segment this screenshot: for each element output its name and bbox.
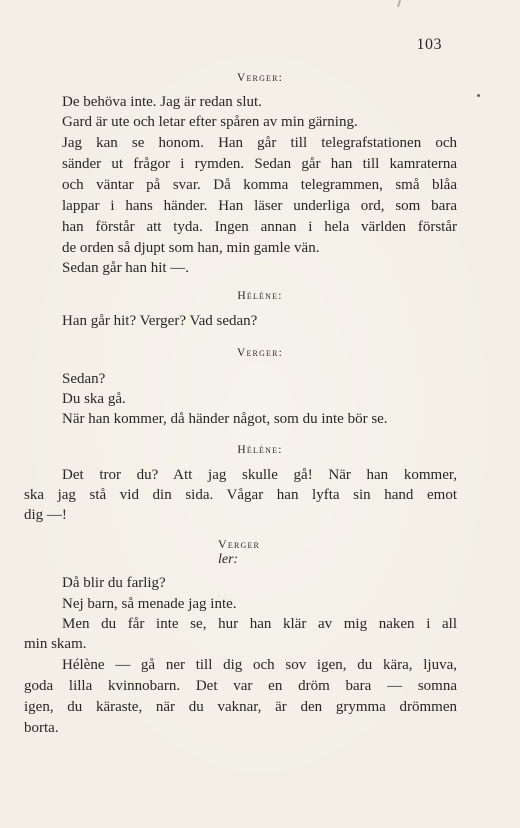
text-line: de orden så djupt som han, min gamle vän. [62,240,320,256]
speck [477,94,480,97]
speaker-name: Verger [218,537,261,551]
text-line: han förstår att tyda. Ingen annan i hela världen förstår [62,219,457,235]
ink-mark [397,0,401,7]
text-line: borta. [24,720,59,736]
text-line: igen, du käraste, när du vaknar, är den grymma drömmen [24,699,457,715]
text-line: lappar i hans händer. Han läser underliga ord, som bara [62,198,457,214]
text-line: När han kommer, då händer något, som du inte bör se. [62,411,388,427]
text-line: Du ska gå. [62,391,126,407]
speaker-name: Hélène: [237,444,283,456]
page-number: 103 [416,36,442,53]
text-line: Sedan går han hit —. [62,260,190,276]
stage-direction: ler: [218,552,239,567]
text-line: och väntar på svar. Då komma telegrammen, små blåa [62,177,457,193]
text-line: Hélène — gå ner till dig och sov igen, du kära, ljuva, [62,657,457,673]
text-line: dig —! [24,507,67,523]
text-line: Men du får inte se, hur han klär av mig naken i all [62,616,457,632]
speaker-name: Verger: [236,72,284,84]
text-line: Han går hit? Verger? Vad sedan? [62,313,258,329]
speaker-name: Hélène: [237,290,283,302]
text-line: Gard är ute och letar efter spåren av min gärning. [62,114,358,130]
text-line: De behöva inte. Jag är redan slut. [62,94,262,110]
text-line: Sedan? [62,371,106,387]
text-line: ska jag stå vid din sida. Vågar han lyfta sin hand emot [24,487,457,503]
text-line: sänder ut frågor i rymden. Sedan går han till kamraterna [62,156,457,172]
text-line: Nej barn, så menade jag inte. [62,596,237,612]
text-line: goda lilla kvinnobarn. Det var en dröm bara — somna [24,678,457,694]
text-line: min skam. [24,636,87,652]
text-line: Jag kan se honom. Han går till telegrafstationen och [62,135,457,151]
speaker-name: Verger: [236,347,284,359]
text-line: Det tror du? Att jag skulle gå! När han kommer, [62,467,457,483]
text-line: Då blir du farlig? [62,575,166,591]
